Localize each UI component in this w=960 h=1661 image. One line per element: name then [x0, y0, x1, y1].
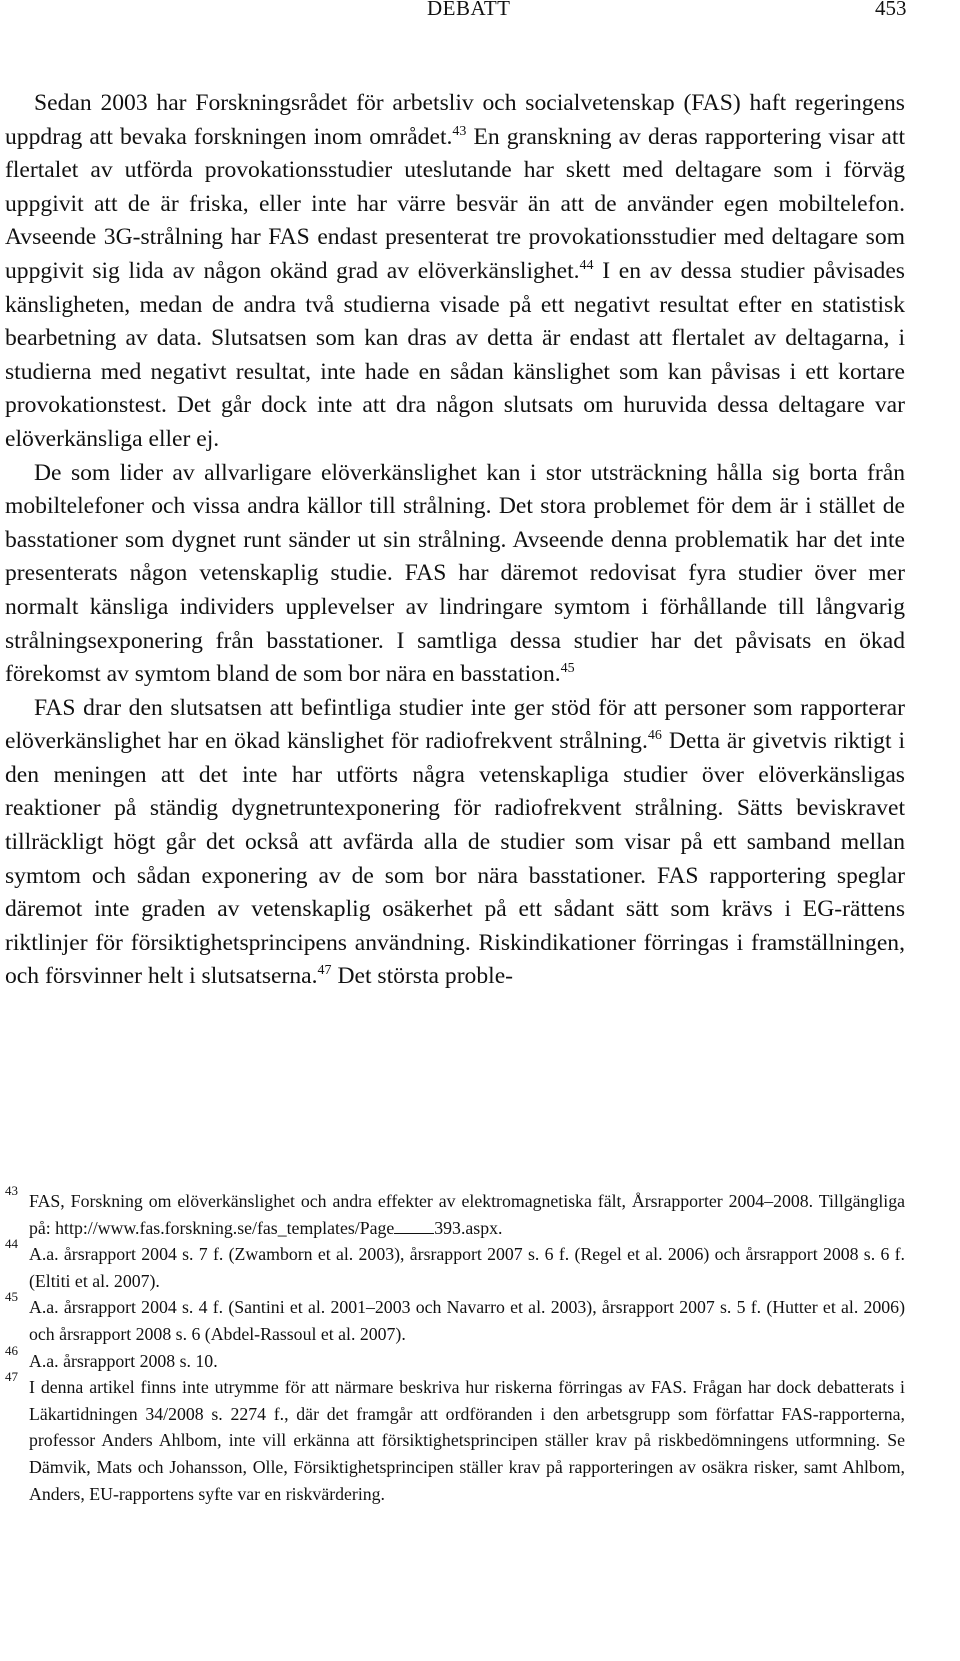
footnotes	[5, 1183, 905, 1507]
footnote-text: A.a. årsrapport 2004 s. 4 f. (Santini et al. 2001–2003 och Navarro et al. 2003), årsrapport 2007 s. 5 f. (Hutter et al. 2006) och årsrapport 2008 s. 6 (Abdel-Rassoul et al. 2007).	[29, 1297, 905, 1344]
page-number: 453	[875, 0, 907, 20]
footnote-46	[5, 1342, 905, 1375]
footnote-44	[5, 1236, 905, 1294]
footnote-ref: 43	[452, 123, 467, 139]
footnote-number: 45	[5, 1289, 18, 1305]
footnote-ref: 46	[647, 728, 662, 744]
paragraph-2	[5, 457, 905, 692]
paragraph-text: FAS drar den slutsatsen att befintliga studier inte ger stöd för att personer som rapporterar elöverkänslighet har en ökad känslighet för radiofrekvent strålning.	[5, 694, 905, 755]
paragraph-1	[5, 87, 905, 457]
paragraph-text: Det största proble-	[331, 963, 514, 990]
paragraph-text: Sedan 2003 har Forskningsrådet för arbetsliv och socialvetenskap (FAS) haft regeringens uppdrag att bevaka forskningen inom området.	[5, 90, 905, 150]
footnote-number: 44	[5, 1236, 18, 1252]
body-text	[5, 87, 905, 994]
footnote-ref: 44	[579, 257, 594, 273]
footnote-number: 43	[5, 1183, 18, 1198]
paragraph-3	[5, 692, 905, 994]
footnote-number: 47	[5, 1369, 18, 1385]
footnote-43	[5, 1183, 905, 1241]
footnote-text: A.a. årsrapport 2008 s. 10.	[29, 1350, 218, 1371]
page-header	[0, 0, 960, 30]
paragraph-text: Detta är givetvis riktigt i den meningen att det inte har utförts några vetenskapliga studier över elöverkänsligas reaktioner på ständig dygnetruntexponering för radiofrekvent strålning. Sätts beviskravet tillräckligt högt går det också att avfärda alla de studier som visar på ett samband mellan symtom och sådan exponering av de som bor nära basstationer. FAS rapportering speglar däremot inte graden av vetenskaplig osäkerhet på ett sådant sätt som krävs i EG-rättens riktlinjer för försiktighetsprincipens användning. Riskindikationer förringas i framställningen, och försvinner helt i slutsatserna.	[5, 728, 906, 990]
footnote-text: I denna artikel finns inte utrymme för att närmare beskriva hur riskerna förringas av FAS. Frågan har dock debatterats i Läkartidningen 34/2008 s. 2274 f., där det framgår att ordföranden i den arbetsgrupp som författar FAS-rapporterna, professor Anders Ahlbom, inte vill erkänna att försiktighetsprincipen ställer krav på riskbedömningens utformning. Se Dämvik, Mats och Johansson, Olle, Försiktighetsprincipen ställer krav på rapporteringen av osäkra risker, samt Ahlbom, Anders, EU-rapportens syfte var en riskvärdering.	[29, 1377, 905, 1504]
footnote-number: 46	[5, 1342, 18, 1358]
paragraph-text: En granskning av deras rapportering visar att flertalet av utförda provokationsstudier uteslutande har skett med deltagare som i förväg uppgivit att de är friska, eller inte har värre besvär än att de använder egen mobiltelefon. Avseende 3G-strålning har FAS endast presenterat tre provokationsstudier med deltagare som uppgivit sig lida av någon okänd grad av elöverkänslighet.	[5, 123, 905, 284]
footnote-text: A.a. årsrapport 2004 s. 7 f. (Zwamborn et al. 2003), årsrapport 2007 s. 6 f. (Regel et al. 2006) och årsrapport 2008 s. 6 f. (Eltiti et al. 2007).	[29, 1244, 905, 1291]
url-underscore-gap	[394, 1219, 434, 1234]
footnote-45	[5, 1289, 905, 1347]
footnote-ref: 47	[317, 963, 332, 979]
footnote-ref: 45	[560, 661, 575, 677]
paragraph-text: De som lider av allvarligare elöverkänslighet kan i stor utsträckning hålla sig borta från mobiltelefoner och vissa andra källor till strålning. Det stora problemet för dem är i stället de basstationer som dygnet runt sänder ut sin strålning. Avseende denna problematik har det inte presenterats någon vetenskaplig studie. FAS har däremot redovisat fyra studier över mer normalt känsliga individers upplevelser av lindringare symtom i förhållande till långvarig strålningsexponering från basstationer. I samtliga dessa studier har det påvisats en ökad förekomst av symtom bland de som bor nära en basstation.	[5, 459, 905, 688]
footnote-text: FAS, Forskning om elöverkänslighet och andra effekter av elektromagnetiska fält, Årsrapporter 2004–2008. Tillgängliga på: http://www.fas.forskning.se/fas_templates/Page	[29, 1191, 905, 1238]
paragraph-text: I en av dessa studier påvisades känsligheten, medan de andra två studierna visade på ett negativt resultat efter en statistisk bearbetning av data. Slutsatsen som kan dras av detta är endast att flertalet av deltagarna, i studierna med negativt resultat, inte hade en sådan känslighet som kan påvisas i ett kortare provokationstest. Det går dock inte att dra någon slutsats om huruvida dessa deltagare var elöverkänsliga eller ej.	[5, 257, 905, 452]
running-head: DEBATT	[427, 0, 511, 20]
footnote-text: 393.aspx.	[434, 1217, 503, 1238]
footnote-47	[5, 1369, 905, 1507]
